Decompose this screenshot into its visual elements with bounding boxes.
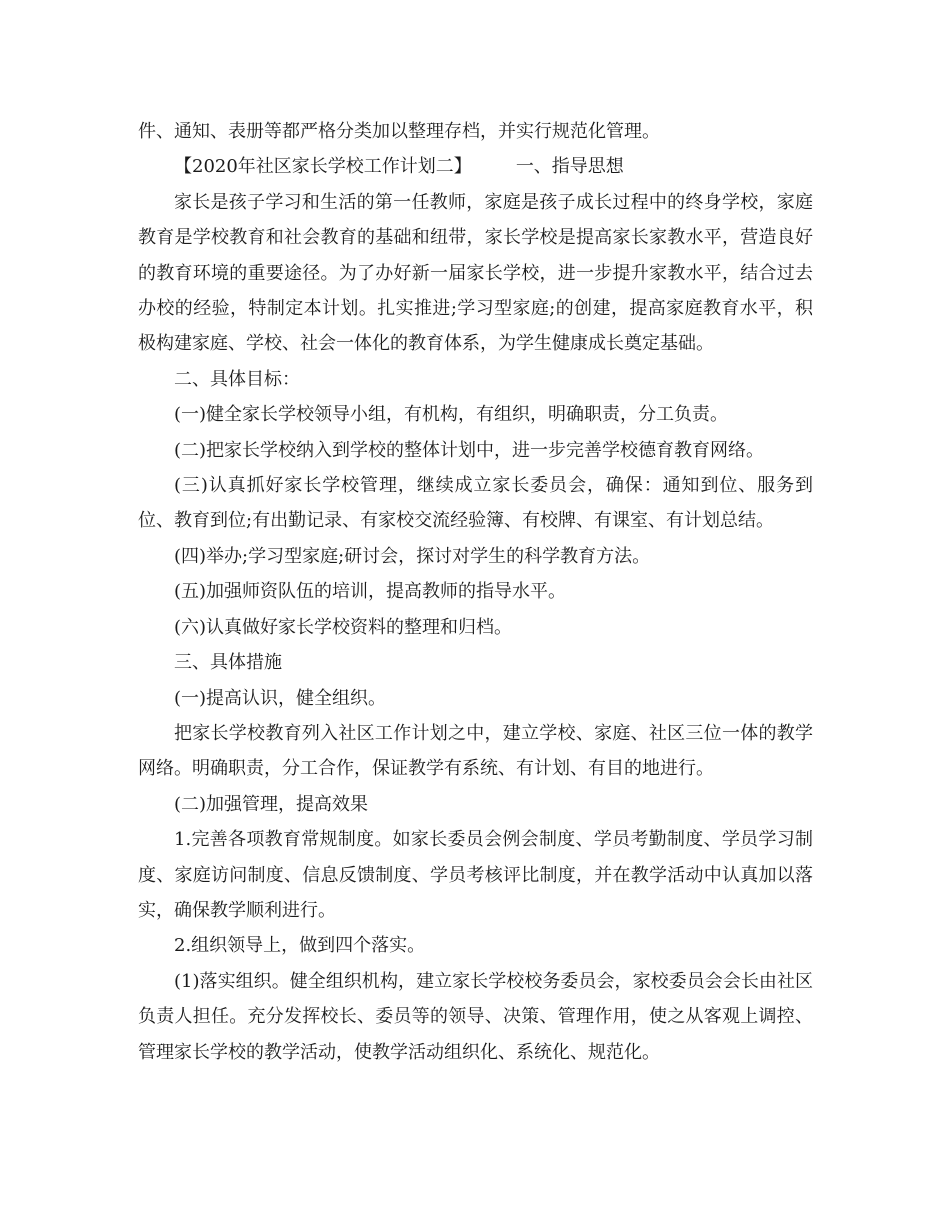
- document-body: [138, 114, 813, 1070]
- measure-heading-1: (一)提高认识，健全组织。: [174, 687, 387, 709]
- goal-item-6: (六)认真做好家长学校资料的整理和归档。: [174, 616, 513, 638]
- measure-item-2-2-1: (1)落实组织。健全组织机构，建立家长学校校务委员会，家校委员会会长由社区负责人担任。充分发挥校长、委员等的领导、决策、管理作用，使之从客观上调控、管理家长学校的教学活动，使教学活动组织化、系统化、规范化。: [138, 970, 813, 1063]
- measure-item-2-2: 2.组织领导上，做到四个落实。: [174, 935, 426, 957]
- paragraph-archive: 件、通知、表册等都严格分类加以整理存档，并实行规范化管理。: [138, 121, 660, 142]
- goal-item-3: (三)认真抓好家长学校管理，继续成立家长委员会，确保：通知到位、服务到位、教育到位;有出勤记录、有家校交流经验簿、有校牌、有课室、有计划总结。: [138, 475, 813, 532]
- goal-item-1: (一)健全家长学校领导小组，有机构，有组织，明确职责，分工负责。: [174, 404, 729, 426]
- plan-title: 【2020年社区家长学校工作计划二】: [174, 156, 472, 178]
- measure-item-2-1: 1.完善各项教育常规制度。如家长委员会例会制度、学员考勤制度、学员学习制度、家庭访问制度、信息反馈制度、学员考核评比制度，并在教学活动中认真加以落实，确保教学顺利进行。: [138, 829, 813, 921]
- goal-item-4: (四)举办;学习型家庭;研讨会，探讨对学生的科学教育方法。: [174, 545, 651, 567]
- plan-heading-line: [138, 149, 813, 184]
- paragraph-intro: 家长是孩子学习和生活的第一任教师，家庭是孩子成长过程中的终身学校，家庭教育是学校教育和社会教育的基础和纽带，家长学校是提高家长家教水平，营造良好的教育环境的重要途径。为了办好新一届家长学校，进一步提升家教水平，结合过去办校的经验，特制定本计划。扎实推进;学习型家庭;的创建，提高家庭教育水平，积极构建家庭、学校、社会一体化的教育体系，为学生健康成长奠定基础。: [138, 191, 814, 355]
- measure-heading-2: (二)加强管理，提高效果: [174, 793, 369, 815]
- goal-item-2: (二)把家长学校纳入到学校的整体计划中，进一步完善学校德育教育网络。: [174, 439, 765, 461]
- section-heading-guiding-ideology: 一、指导思想: [515, 156, 624, 178]
- section-heading-goals: 二、具体目标：: [174, 368, 300, 390]
- section-heading-measures: 三、具体措施: [174, 652, 282, 674]
- measure-paragraph-1: 把家长学校教育列入社区工作计划之中，建立学校、家庭、社区三位一体的教学网络。明确职责，分工合作，保证教学有系统、有计划、有目的地进行。: [138, 722, 813, 780]
- goal-item-5: (五)加强师资队伍的培训，提高教师的指导水平。: [174, 581, 567, 603]
